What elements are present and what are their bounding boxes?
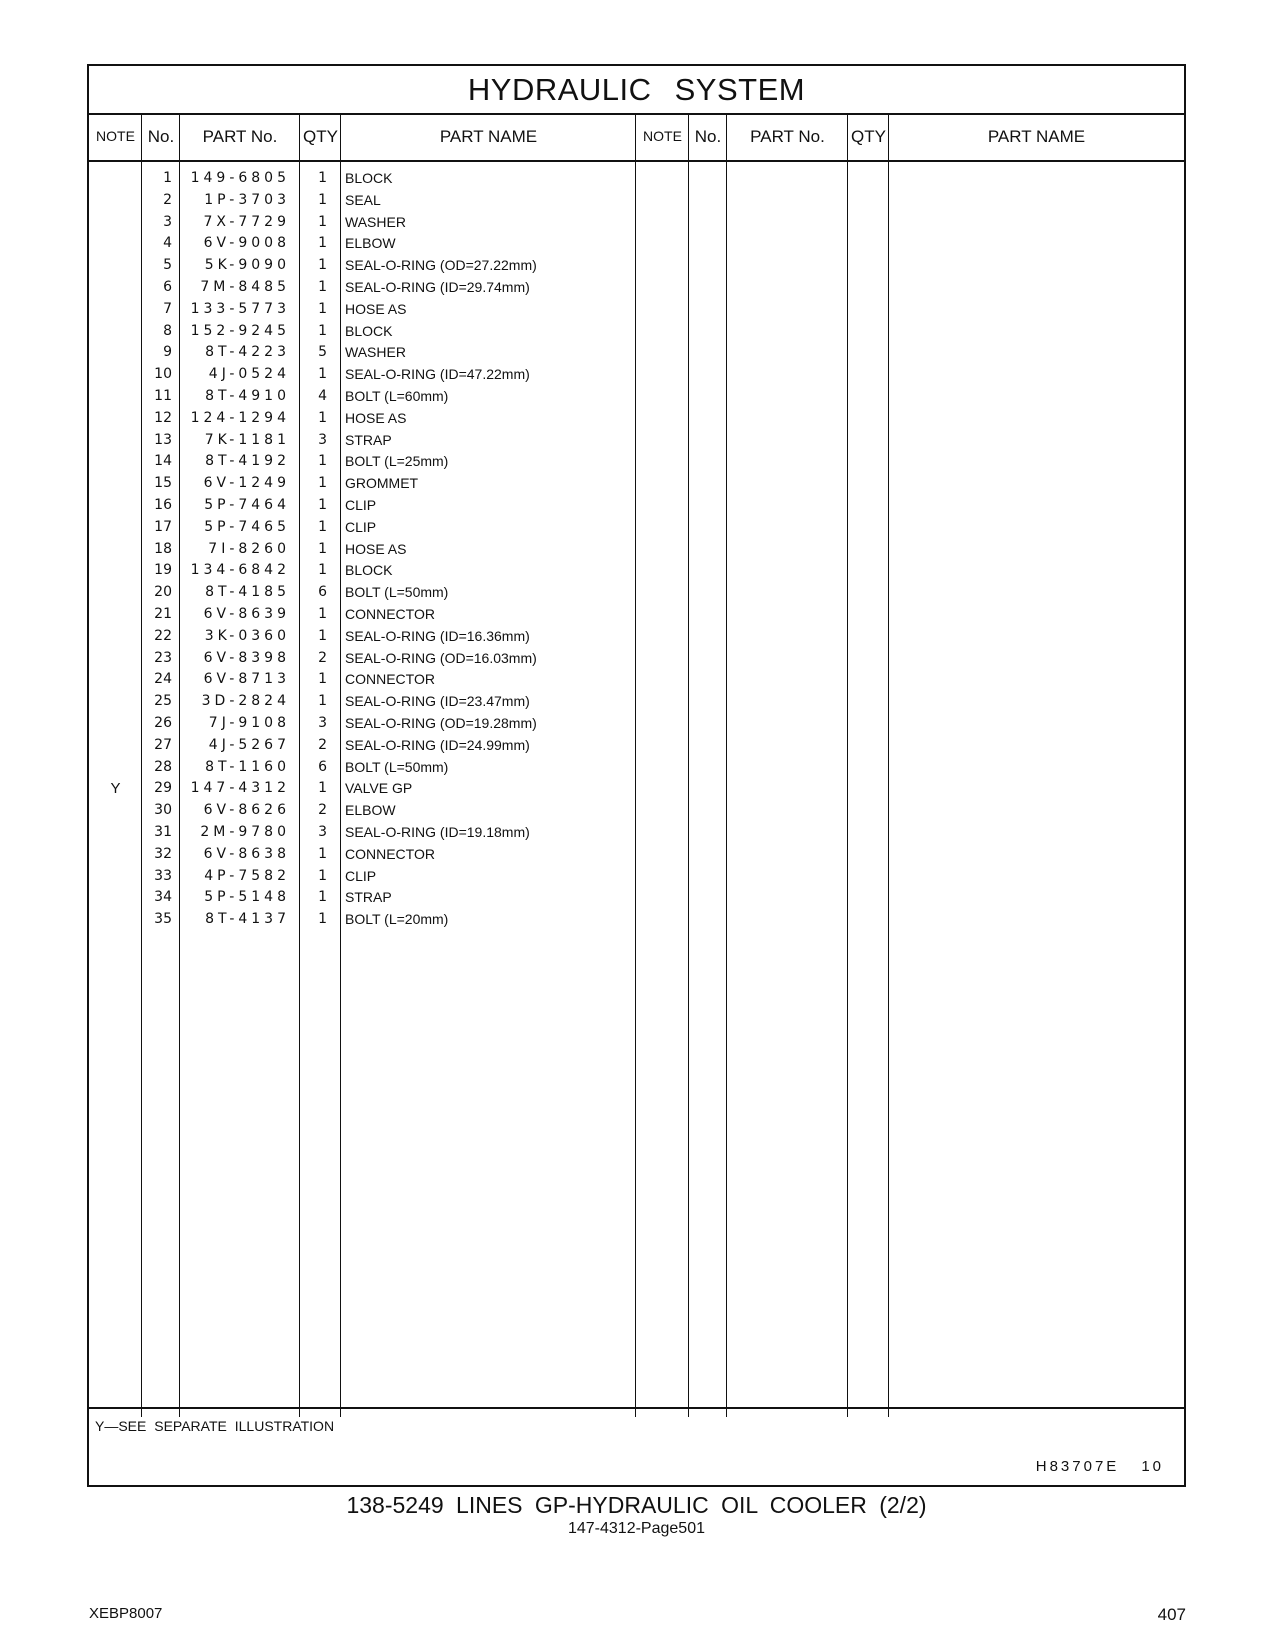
- table-row: [89, 214, 1184, 237]
- table-row: [89, 759, 1184, 782]
- row-number: 1: [163, 170, 172, 186]
- row-part-name: GROMMET: [345, 475, 419, 492]
- row-quantity: 3: [318, 824, 327, 840]
- table-row: [89, 671, 1184, 694]
- row-quantity: 1: [318, 540, 327, 557]
- table-row: [89, 257, 1184, 280]
- row-quantity: 2: [318, 736, 327, 753]
- table-row: [89, 323, 1184, 346]
- row-quantity: 1: [318, 497, 327, 513]
- row-number: 12: [154, 409, 172, 426]
- row-part-number: 6V-8626: [203, 802, 290, 819]
- row-part-number: 152-9245: [190, 322, 290, 339]
- row-quantity: 1: [318, 867, 327, 884]
- row-part-number: 7I-8260: [208, 540, 290, 557]
- row-part-number: 8T-4910: [205, 388, 290, 404]
- table-row: [89, 279, 1184, 302]
- row-number: 33: [154, 867, 172, 884]
- document-id: XEBP8007: [89, 1605, 163, 1622]
- col-header-qty: QTY: [303, 127, 338, 146]
- row-quantity: 1: [318, 475, 327, 492]
- drawing-code: H83707E: [1035, 1458, 1120, 1475]
- row-number: 7: [163, 300, 172, 317]
- row-number: 9: [163, 344, 172, 361]
- row-number: 2: [163, 191, 172, 208]
- row-quantity: 1: [318, 170, 327, 186]
- row-part-number: 6V-8638: [203, 845, 290, 862]
- row-quantity: 5: [318, 344, 327, 361]
- table-row: [89, 693, 1184, 716]
- row-quantity: 1: [318, 191, 327, 208]
- table-row: [89, 192, 1184, 215]
- table-row: [89, 235, 1184, 258]
- row-number: 17: [154, 518, 172, 535]
- row-part-number: 6V-8639: [203, 606, 290, 622]
- row-part-number: 8T-4185: [205, 584, 290, 601]
- col-header-no: No.: [147, 127, 175, 146]
- row-part-name: SEAL-O-RING (ID=24.99mm): [345, 736, 530, 753]
- row-number: 34: [154, 889, 172, 906]
- row-part-number: 6V-8713: [203, 671, 290, 688]
- figure-caption: 138-5249 LINES GP-HYDRAULIC OIL COOLER (2/2): [346, 1492, 927, 1518]
- row-part-name: SEAL-O-RING (ID=23.47mm): [345, 693, 530, 710]
- row-quantity: 1: [318, 889, 327, 906]
- row-part-name: VALVE GP: [345, 780, 413, 797]
- row-quantity: 1: [318, 366, 327, 383]
- section-title: HYDRAULIC SYSTEM: [89, 66, 1184, 115]
- parts-table-frame: [87, 64, 1186, 1487]
- row-part-name: BOLT (L=25mm): [345, 453, 449, 470]
- table-row: [89, 541, 1184, 564]
- row-part-name: CONNECTOR: [345, 671, 435, 688]
- row-part-name: CLIP: [345, 497, 377, 513]
- col-header-note: NOTE: [96, 128, 135, 144]
- row-quantity: 1: [318, 453, 327, 470]
- row-number: 28: [154, 758, 172, 775]
- row-part-name: HOSE AS: [345, 300, 407, 317]
- row-quantity: 2: [318, 802, 327, 819]
- table-row: [89, 584, 1184, 607]
- row-quantity: 1: [318, 780, 327, 797]
- row-number: 25: [154, 693, 172, 710]
- row-part-number: 5P-5148: [204, 889, 290, 906]
- table-row: [89, 497, 1184, 520]
- table-row: [89, 715, 1184, 738]
- row-number: 15: [154, 475, 172, 492]
- footnote: Y—SEE SEPARATE ILLUSTRATION: [95, 1418, 335, 1434]
- table-row: [89, 824, 1184, 847]
- row-part-name: BLOCK: [345, 170, 393, 186]
- row-number: 27: [154, 736, 172, 753]
- row-part-number: 133-5773: [190, 300, 290, 317]
- row-part-name: STRAP: [345, 889, 392, 906]
- table-row: [89, 628, 1184, 651]
- row-quantity: 1: [318, 627, 327, 644]
- row-part-name: CLIP: [345, 867, 377, 884]
- row-quantity: 1: [318, 279, 327, 295]
- row-part-name: HOSE AS: [345, 540, 407, 557]
- row-part-name: WASHER: [345, 344, 406, 361]
- row-part-number: 7M-8485: [200, 279, 290, 295]
- table-row: [89, 737, 1184, 760]
- row-number: 30: [154, 802, 172, 819]
- row-part-number: 4J-0524: [208, 366, 290, 383]
- table-row: [89, 344, 1184, 367]
- row-part-name: HOSE AS: [345, 409, 407, 426]
- row-part-number: 4J-5267: [208, 736, 290, 753]
- row-quantity: 1: [318, 911, 327, 928]
- row-part-number: 7J-9108: [208, 715, 290, 731]
- row-part-name: WASHER: [345, 213, 406, 230]
- row-number: 10: [154, 366, 172, 383]
- row-part-number: 7X-7729: [203, 213, 290, 230]
- row-part-number: 124-1294: [190, 409, 290, 426]
- row-part-name: SEAL-O-RING (ID=16.36mm): [345, 627, 530, 644]
- row-quantity: 1: [318, 518, 327, 535]
- table-row: [89, 780, 1184, 803]
- row-part-name: CONNECTOR: [345, 606, 435, 622]
- row-quantity: 1: [318, 562, 327, 579]
- drawing-sheet: 10: [1141, 1458, 1164, 1475]
- row-part-number: 3D-2824: [201, 693, 290, 710]
- row-quantity: 3: [318, 715, 327, 731]
- row-number: 16: [154, 497, 172, 513]
- table-row: [89, 388, 1184, 411]
- row-number: 3: [163, 213, 172, 230]
- drawing-reference: [1036, 1458, 1164, 1475]
- row-part-number: 6V-8398: [203, 649, 290, 666]
- row-quantity: 1: [318, 671, 327, 688]
- table-row: [89, 650, 1184, 673]
- row-part-number: 5P-7464: [204, 497, 290, 513]
- row-part-name: BOLT (L=60mm): [345, 388, 449, 404]
- row-part-name: BLOCK: [345, 562, 393, 579]
- row-number: 26: [154, 715, 172, 731]
- row-part-number: 8T-1160: [205, 758, 290, 775]
- row-quantity: 6: [318, 758, 327, 775]
- row-quantity: 1: [318, 257, 327, 274]
- row-quantity: 1: [318, 213, 327, 230]
- row-quantity: 2: [318, 649, 327, 666]
- row-part-number: 1P-3703: [204, 191, 290, 208]
- table-row: [89, 453, 1184, 476]
- row-number: 23: [154, 649, 172, 666]
- row-number: 13: [154, 431, 172, 448]
- row-part-number: 5K-9090: [204, 257, 290, 274]
- row-quantity: 3: [318, 431, 327, 448]
- row-quantity: 1: [318, 606, 327, 622]
- row-part-name: BOLT (L=50mm): [345, 584, 449, 601]
- table-row: [89, 366, 1184, 389]
- col-header-qty-2: QTY: [851, 127, 886, 146]
- row-part-name: SEAL-O-RING (OD=16.03mm): [345, 649, 537, 666]
- row-quantity: 1: [318, 845, 327, 862]
- row-part-number: 6V-1249: [203, 475, 290, 492]
- row-part-name: ELBOW: [345, 235, 396, 252]
- table-row: [89, 606, 1184, 629]
- col-header-part-no: PART No.: [202, 127, 278, 146]
- row-quantity: 1: [318, 409, 327, 426]
- row-part-number: 6V-9008: [203, 235, 290, 252]
- table-row: [89, 475, 1184, 498]
- row-number: 8: [163, 322, 172, 339]
- figure-subcaption: 147-4312-Page501: [567, 1520, 705, 1537]
- row-number: 19: [154, 562, 172, 579]
- table-row: [89, 911, 1184, 934]
- row-number: 4: [163, 235, 172, 252]
- row-part-name: CLIP: [345, 518, 377, 535]
- row-part-number: 147-4312: [190, 780, 290, 797]
- table-row: [89, 432, 1184, 455]
- table-row: [89, 301, 1184, 324]
- row-quantity: 1: [318, 322, 327, 339]
- row-part-number: 134-6842: [190, 562, 290, 579]
- row-part-number: 2M-9780: [200, 824, 290, 840]
- row-part-name: CONNECTOR: [345, 845, 435, 862]
- footer-divider: [89, 1407, 1184, 1409]
- row-quantity: 4: [318, 388, 327, 404]
- table-row: [89, 802, 1184, 825]
- row-number: 22: [154, 627, 172, 644]
- table-row: [89, 410, 1184, 433]
- row-part-name: SEAL: [345, 191, 381, 208]
- row-part-name: BOLT (L=20mm): [345, 911, 449, 928]
- row-quantity: 1: [318, 235, 327, 252]
- row-part-name: BLOCK: [345, 322, 393, 339]
- page-number: 407: [1157, 1605, 1186, 1624]
- row-number: 14: [154, 453, 172, 470]
- table-row: [89, 519, 1184, 542]
- row-number: 32: [154, 845, 172, 862]
- row-part-number: 8T-4137: [205, 911, 290, 928]
- row-number: 5: [163, 257, 172, 274]
- row-quantity: 1: [318, 693, 327, 710]
- row-number: 24: [154, 671, 172, 688]
- row-number: 20: [154, 584, 172, 601]
- row-quantity: 6: [318, 584, 327, 601]
- row-part-number: 7K-1181: [204, 431, 290, 448]
- row-part-name: SEAL-O-RING (ID=19.18mm): [345, 824, 530, 840]
- row-part-name: BOLT (L=50mm): [345, 758, 449, 775]
- row-number: 11: [154, 388, 172, 404]
- row-number: 6: [163, 279, 172, 295]
- row-part-number: 4P-7582: [204, 867, 290, 884]
- row-part-number: 149-6805: [190, 170, 290, 186]
- row-number: 35: [154, 911, 172, 928]
- row-part-name: SEAL-O-RING (ID=29.74mm): [345, 279, 530, 295]
- row-number: 21: [154, 606, 172, 622]
- row-note: Y: [110, 780, 121, 798]
- row-part-name: SEAL-O-RING (OD=27.22mm): [345, 257, 537, 274]
- row-number: 18: [154, 540, 172, 557]
- row-number: 31: [154, 824, 172, 840]
- col-header-part-no-2: PART No.: [750, 127, 825, 146]
- row-part-number: 8T-4192: [205, 453, 290, 470]
- col-header-part-name-2: PART NAME: [987, 127, 1086, 146]
- table-header: [89, 113, 1184, 162]
- row-part-number: 8T-4223: [205, 344, 290, 361]
- row-part-number: 5P-7465: [204, 518, 290, 535]
- table-row: [89, 846, 1184, 869]
- row-number: 29: [154, 780, 172, 797]
- table-row: [89, 868, 1184, 891]
- col-header-part-name: PART NAME: [439, 127, 538, 146]
- row-quantity: 1: [318, 300, 327, 317]
- table-row: [89, 562, 1184, 585]
- col-header-note-2: NOTE: [643, 128, 682, 144]
- row-part-name: SEAL-O-RING (ID=47.22mm): [345, 366, 530, 383]
- table-row: [89, 889, 1184, 912]
- row-part-name: SEAL-O-RING (OD=19.28mm): [345, 715, 537, 731]
- row-part-name: STRAP: [345, 431, 392, 448]
- table-row: [89, 170, 1184, 193]
- row-part-number: 3K-0360: [204, 627, 290, 644]
- row-part-name: ELBOW: [345, 802, 396, 819]
- col-header-no-2: No.: [694, 127, 722, 146]
